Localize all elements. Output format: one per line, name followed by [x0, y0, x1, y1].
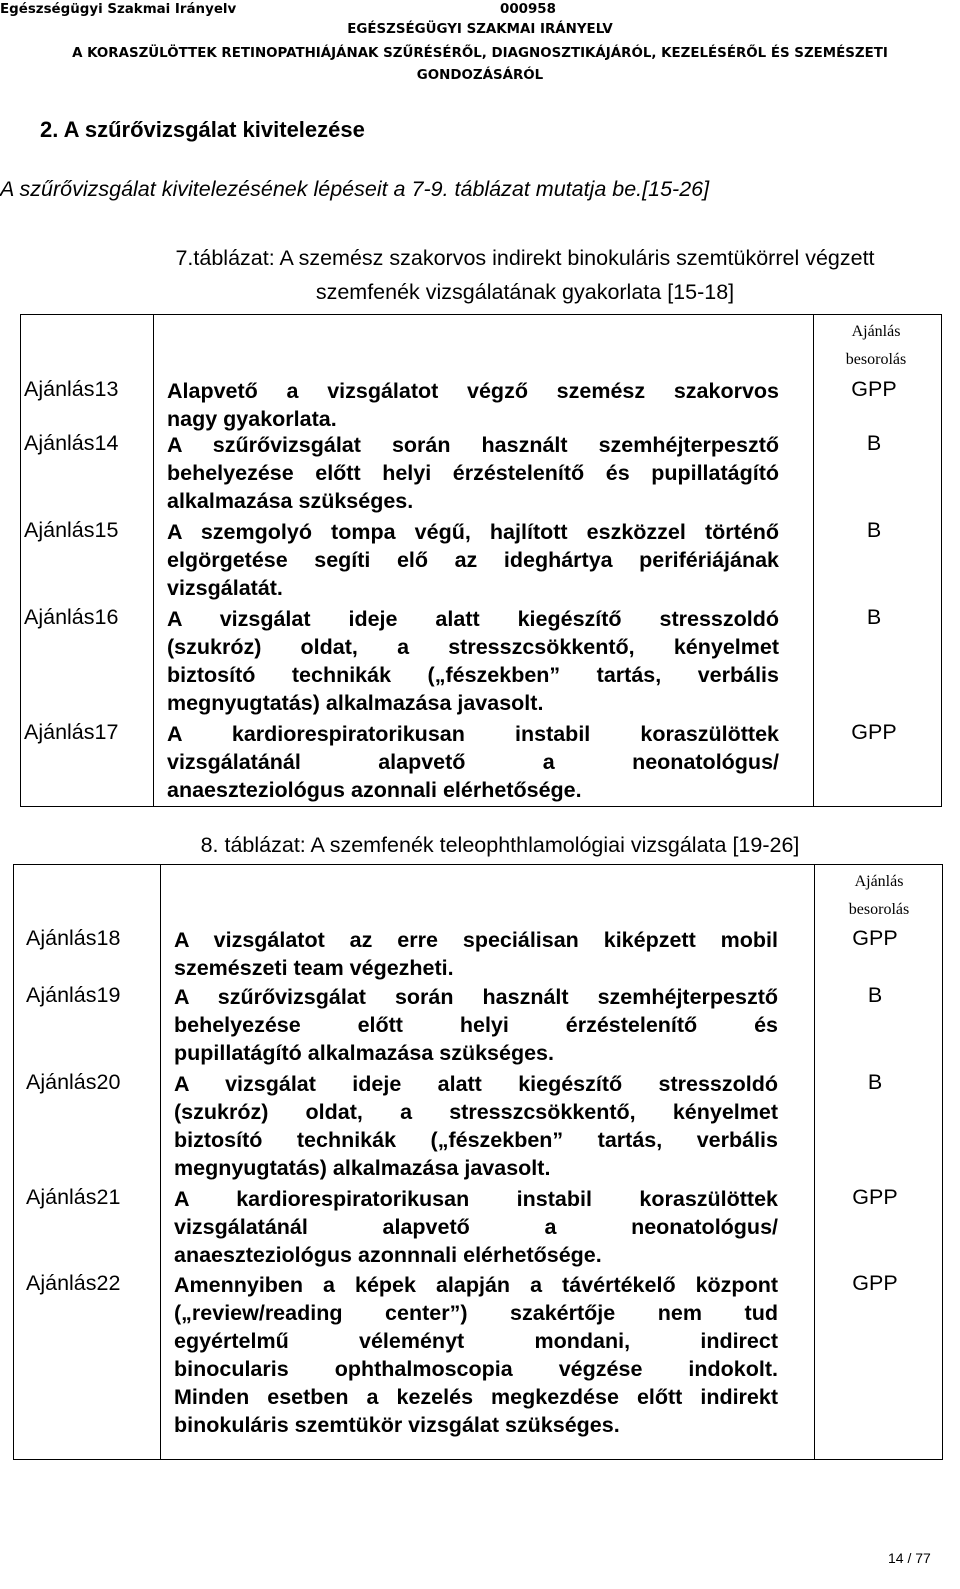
recommendation-id: Ajánlás13	[24, 377, 119, 401]
recommendation-text: Alapvető a vizsgálatot végző szemész szakorvos nagy gyakorlata.	[167, 379, 779, 431]
recommendation-id: Ajánlás22	[26, 1271, 121, 1295]
table8-grade-header-line-1: Ajánlás	[854, 873, 904, 890]
table8-divider-2	[814, 865, 815, 1459]
table7-grade-header-line-2: besorolás	[845, 351, 907, 368]
recommendation-id: Ajánlás17	[24, 720, 119, 744]
table7-divider-2	[813, 315, 814, 806]
header-title-line-1: A KORASZÜLÖTTEK RETINOPATHIÁJÁNAK SZŰRÉSÉRŐL, DIAGNOSZTIKÁJÁRÓL, KEZELÉSÉRŐL ÉS SZEMÉSZETI	[72, 46, 888, 61]
recommendation-text: A vizsgálat ideje alatt kiegészítő stresszoldó (szukróz) oldat, a stresszcsökkentő, kényelmet biztosító technikák („fészekben” tartás, verbális megnyugtatás) alkalmazása javasolt.	[174, 1072, 778, 1180]
recommendation-text: A szűrővizsgálat során használt szemhéjterpesztő behelyezése előtt helyi érzéstelenítő és pupillatágító alkalmazása szükséges.	[174, 985, 778, 1065]
recommendation-text: A vizsgálatot az erre speciálisan kiképzett mobil szemészeti team végezheti.	[174, 928, 778, 980]
recommendation-grade: B	[867, 1070, 883, 1094]
recommendation-text: Amennyiben a képek alapján a távértékelő központ („review/reading center”) szakértője nem tud egyértelmű véleményt mondani, indirect binocularis ophthalmoscopia végzése indokolt. Minden esetben a kezelés megkezdése előtt indirekt binokuláris szemtükör vizsgálat szükséges.	[174, 1273, 778, 1437]
recommendation-text: A kardiorespiratorikusan instabil koraszülöttek vizsgálatánál alapvető a neonatológus/ anaeszteziológus azonnali elérhetősége.	[167, 722, 779, 802]
recommendation-id: Ajánlás19	[26, 983, 121, 1007]
page-number: 14 / 77	[888, 1550, 931, 1566]
recommendation-grade: B	[866, 605, 882, 629]
table8-divider-1	[160, 865, 161, 1459]
table7-divider-1	[153, 315, 154, 806]
recommendation-text: A kardiorespiratorikusan instabil koraszülöttek vizsgálatánál alapvető a neonatológus/ anaeszteziológus azonnnali elérhetősége.	[174, 1187, 778, 1267]
header-guideline-label: Egészségügyi Szakmai Irányelv	[0, 2, 237, 17]
recommendation-grade: GPP	[852, 1271, 898, 1295]
section-heading: 2. A szűrővizsgálat kivitelezése	[40, 117, 365, 142]
recommendation-text: A szemgolyó tompa végű, hajlított eszközzel történő elgörgetése segíti elő az ideghártya perifériájának vizsgálatát.	[167, 520, 779, 600]
table8-grade-header	[809, 868, 949, 924]
table7	[20, 314, 942, 807]
recommendation-grade: B	[866, 431, 882, 455]
table8	[13, 864, 943, 1460]
recommendation-text: A vizsgálat ideje alatt kiegészítő stresszoldó (szukróz) oldat, a stresszcsökkentő, kényelmet biztosító technikák („fészekben” tartás, verbális megnyugtatás) alkalmazása javasolt.	[167, 607, 779, 715]
header-title-line-2: GONDOZÁSÁRÓL	[416, 68, 544, 83]
table7-caption-line-1: 7.táblázat: A szemész szakorvos indirekt binokuláris szemtükörrel végzett	[175, 246, 875, 270]
recommendation-text: A szűrővizsgálat során használt szemhéjterpesztő behelyezése előtt helyi érzéstelenítő és pupillatágító alkalmazása szükséges.	[167, 433, 779, 513]
recommendation-grade: GPP	[851, 720, 897, 744]
recommendation-id: Ajánlás15	[24, 518, 119, 542]
recommendation-grade: GPP	[852, 926, 898, 950]
recommendation-id: Ajánlás16	[24, 605, 119, 629]
table7-grade-header	[806, 318, 946, 374]
header-organization: EGÉSZSÉGÜGYI SZAKMAI IRÁNYELV	[347, 22, 613, 37]
recommendation-id: Ajánlás21	[26, 1185, 121, 1209]
recommendation-grade: B	[866, 518, 882, 542]
recommendation-grade: GPP	[851, 377, 897, 401]
recommendation-id: Ajánlás18	[26, 926, 121, 950]
recommendation-id: Ajánlás20	[26, 1070, 121, 1094]
table7-caption-line-2: szemfenék vizsgálatának gyakorlata [15-18]	[315, 280, 735, 304]
header-document-code: 000958	[500, 2, 556, 17]
recommendation-id: Ajánlás14	[24, 431, 119, 455]
recommendation-grade: B	[867, 983, 883, 1007]
table8-grade-header-line-2: besorolás	[848, 901, 910, 918]
recommendation-grade: GPP	[852, 1185, 898, 1209]
table8-caption: 8. táblázat: A szemfenék teleophthlamológiai vizsgálata [19-26]	[200, 833, 800, 857]
section-intro: A szűrővizsgálat kivitelezésének lépéseit a 7-9. táblázat mutatja be.[15-26]	[0, 177, 710, 201]
table7-grade-header-line-1: Ajánlás	[851, 323, 901, 340]
